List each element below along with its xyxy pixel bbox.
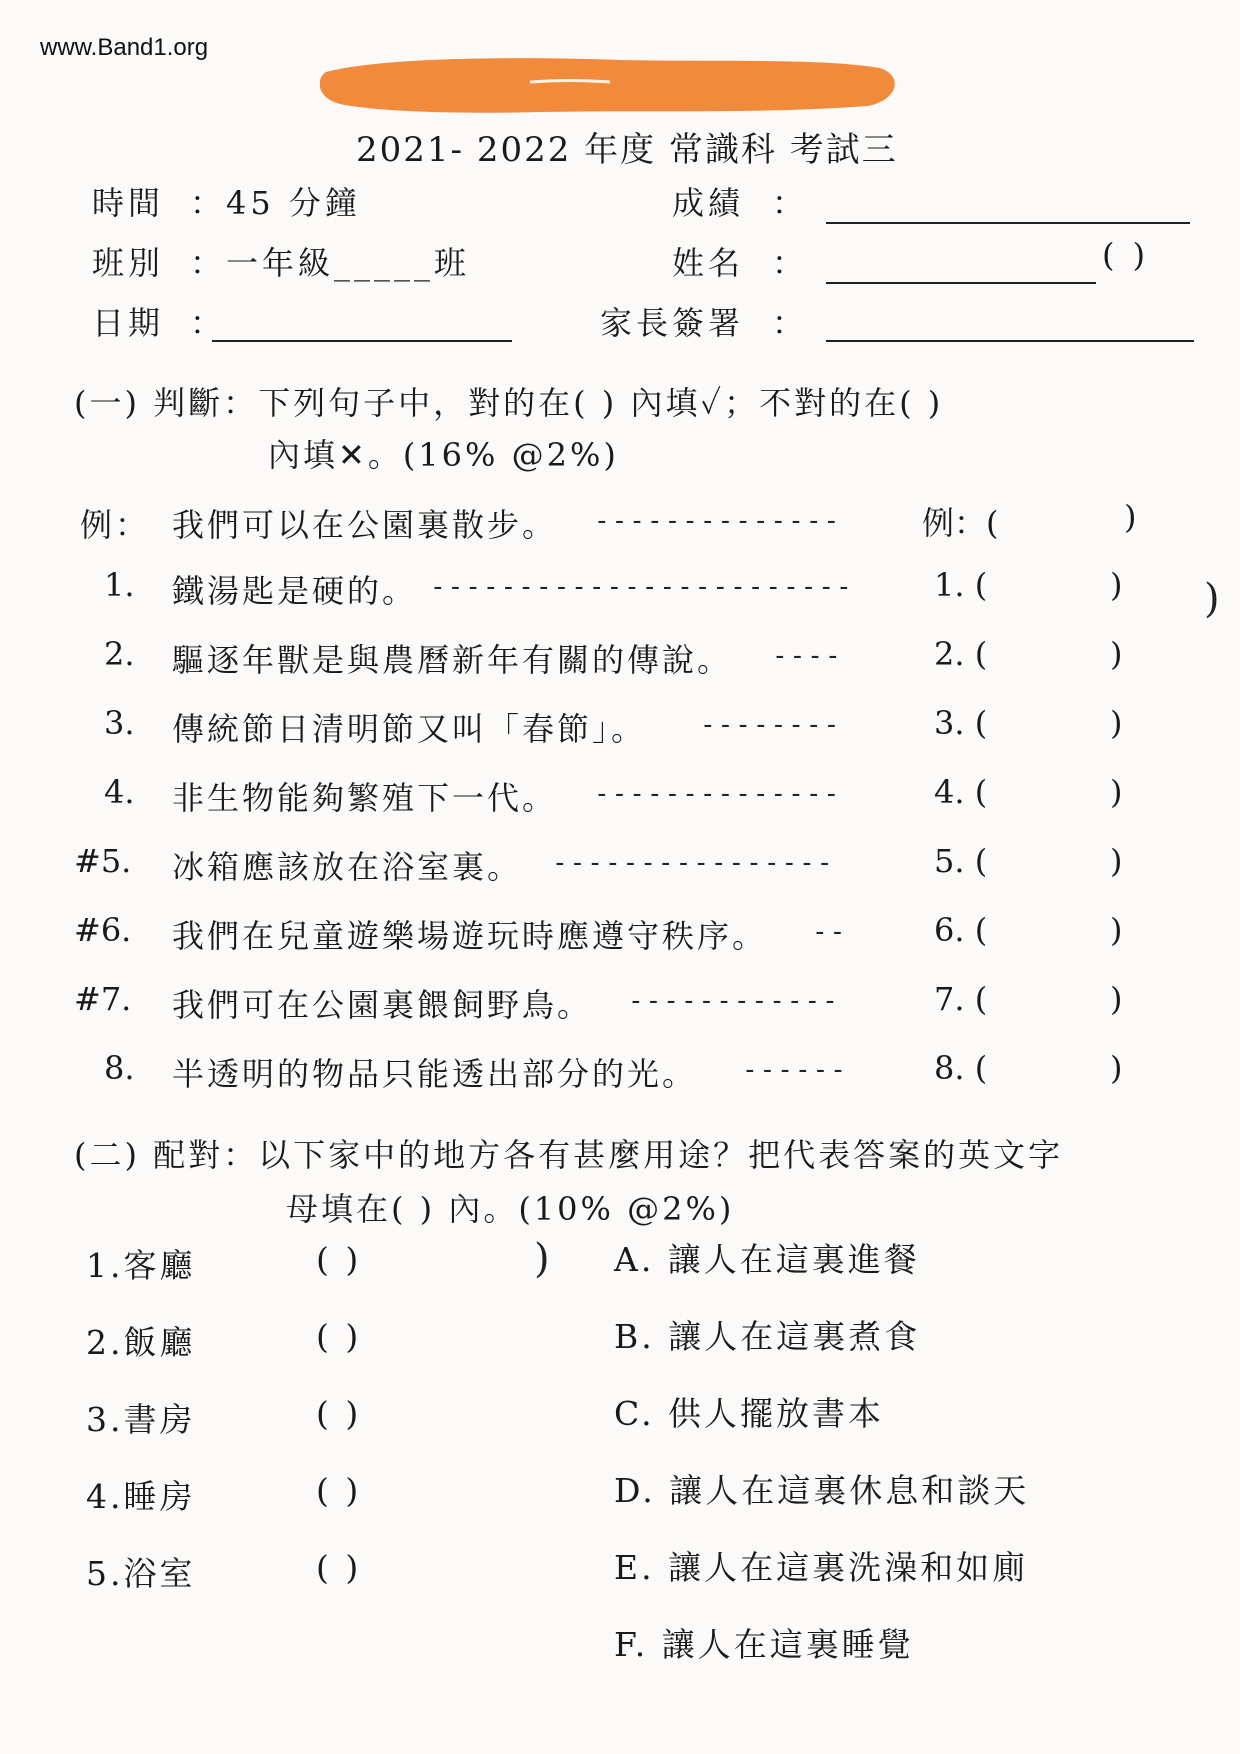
matching-option: F. 讓人在這裏睡覺 — [614, 1625, 914, 1664]
question-number: #6. — [74, 911, 132, 949]
matching-item-label: 2.飯廳 — [86, 1323, 196, 1362]
section2-heading: (二) 配對：以下家中的地方各有甚麼用途？把代表答案的英文字 — [74, 1136, 1064, 1174]
matching-answer-paren[interactable]: ( ) — [316, 1240, 362, 1279]
answer-close: ) — [1110, 842, 1123, 880]
answer-close: ) — [1110, 911, 1123, 949]
answer-close: ) — [1110, 704, 1123, 742]
answer-paren[interactable]: 5. ( — [934, 842, 988, 880]
example-label: 例： — [80, 506, 151, 544]
answer-close: ) — [1110, 566, 1123, 604]
section2-heading-cont: 母填在( ) 內。(10% @2%) — [286, 1190, 735, 1228]
question-number: #5. — [74, 842, 132, 880]
class-value: ：一年級_____班 — [190, 244, 471, 282]
redaction-mark — [320, 54, 900, 116]
question-number: #7. — [74, 980, 132, 1018]
grade-blank-line[interactable] — [826, 222, 1190, 224]
matching-answer-paren[interactable]: ( ) — [316, 1317, 362, 1356]
question-dashes: ------ — [742, 1055, 848, 1085]
matching-option: C. 供人擺放書本 — [614, 1394, 885, 1433]
example-answer-paren: 例：( — [922, 504, 999, 542]
date-label: 日期 — [92, 304, 165, 342]
date-blank-line[interactable] — [212, 340, 512, 342]
question-number: 3. — [104, 704, 135, 742]
answer-paren[interactable]: 2. ( — [934, 635, 988, 673]
stray-pen-mark: ) — [1204, 576, 1220, 622]
matching-option: B. 讓人在這裏煮食 — [614, 1317, 921, 1356]
answer-paren[interactable]: 8. ( — [934, 1049, 988, 1087]
name-colon: ： — [772, 244, 809, 282]
matching-item-label: 3.書房 — [86, 1400, 196, 1439]
section1-heading: (一) 判斷：下列句子中，對的在( ) 內填✓；不對的在( ) — [74, 384, 944, 422]
watermark-url: www.Band1.org — [40, 34, 209, 61]
answer-close: ) — [1110, 1049, 1123, 1087]
question-number: 2. — [104, 635, 135, 673]
matching-option: E. 讓人在這裏洗澡和如廁 — [614, 1548, 1029, 1587]
name-blank-line[interactable] — [826, 282, 1096, 284]
question-text: 鐵湯匙是硬的。 — [172, 572, 418, 610]
question-dashes: -- — [812, 917, 848, 947]
answer-paren[interactable]: 3. ( — [934, 704, 988, 742]
example-text: 我們可以在公園裏散步。 — [172, 506, 558, 544]
answer-close: ) — [1110, 773, 1123, 811]
exam-title: 2021- 2022 年度 常識科 考試三 — [356, 130, 898, 170]
parent-signature-colon: ： — [772, 304, 809, 342]
answer-close: ) — [1110, 980, 1123, 1018]
question-text: 冰箱應該放在浴室裏。 — [172, 848, 523, 886]
question-text: 半透明的物品只能透出部分的光。 — [172, 1055, 698, 1093]
question-text: 我們在兒童遊樂場遊玩時應遵守秩序。 — [172, 917, 768, 955]
answer-paren[interactable]: 6. ( — [934, 911, 988, 949]
question-number: 8. — [104, 1049, 135, 1087]
section1-heading-cont: 內填✕。(16% @2%) — [268, 436, 619, 474]
time-label: 時間 — [92, 184, 165, 222]
question-dashes: -------------- — [594, 779, 842, 809]
class-number-paren[interactable]: ( ) — [1102, 236, 1150, 274]
matching-option: A. 讓人在這裏進餐 — [614, 1240, 920, 1279]
matching-item-label: 1.客廳 — [86, 1246, 196, 1285]
question-dashes: ------------ — [628, 986, 840, 1016]
answer-paren[interactable]: 1. ( — [934, 566, 988, 604]
parent-signature-line[interactable] — [826, 340, 1194, 342]
name-label: 姓名 — [672, 244, 745, 282]
time-value: ：45 分鐘 — [190, 184, 361, 222]
answer-close: ) — [1110, 635, 1123, 673]
question-text: 傳統節日清明節又叫「春節」。 — [172, 710, 647, 748]
question-text: 非生物能夠繁殖下一代。 — [172, 779, 558, 817]
date-colon: ： — [190, 304, 227, 342]
question-text: 驅逐年獸是與農曆新年有關的傳說。 — [172, 641, 733, 679]
example-dashes: -------------- — [594, 506, 842, 536]
question-number: 4. — [104, 773, 135, 811]
question-dashes: -------- — [700, 710, 842, 740]
grade-colon: ： — [772, 184, 809, 222]
example-answer-close: ) — [1124, 498, 1137, 536]
question-dashes: ---- — [772, 641, 843, 671]
question-number: 1. — [104, 566, 135, 604]
grade-label: 成績 — [672, 184, 745, 222]
question-dashes: ------------------------ — [430, 572, 854, 602]
matching-option: D. 讓人在這裏休息和談天 — [614, 1471, 1030, 1510]
matching-item-label: 5.浴室 — [86, 1554, 196, 1593]
parent-signature-label: 家長簽署 — [600, 304, 745, 342]
question-dashes: ---------------- — [552, 848, 835, 878]
matching-answer-paren[interactable]: ( ) — [316, 1394, 362, 1433]
class-label: 班別 — [92, 244, 165, 282]
answer-paren[interactable]: 4. ( — [934, 773, 988, 811]
matching-answer-paren[interactable]: ( ) — [316, 1471, 362, 1510]
question-text: 我們可在公園裏餵飼野鳥。 — [172, 986, 593, 1024]
answer-paren[interactable]: 7. ( — [934, 980, 988, 1018]
matching-answer-paren[interactable]: ( ) — [316, 1548, 362, 1587]
matching-item-label: 4.睡房 — [86, 1477, 196, 1516]
stray-pen-mark: ) — [534, 1236, 550, 1282]
